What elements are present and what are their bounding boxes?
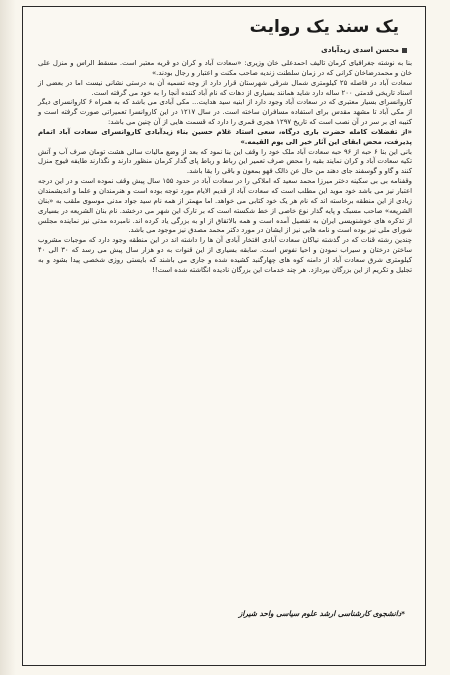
author-name: محسن اسدی زیدآبادی [321, 45, 399, 54]
article-body [38, 59, 412, 276]
paragraph-1: بنا به نوشته جغرافیای کرمان تالیف احمدعلی خان وزیری: «سعادت آباد و کران دو قریه معتبر است. مسقط الراس و منزل علی خان و محمدرضاخان کرانی که در زمان سلطنت زندیه صاحب مکنت و اعتبار و رجال بودند.» [38, 59, 412, 77]
author-signature: *دانشجوی کارشناسی ارشد علوم سیاسی واحد شیراز [238, 609, 405, 618]
paragraph-2: سعادت آباد در فاصله ۲۵ کیلومتری شمال شرقی شهرستان قرار دارد از وجه تسمیه آن به درستی نشانی نیست اما در بعضی از اسناد تاریخی قدمتی ۲۰۰ ساله دارد شاید همانند بسیاری از دهات که نام آباد کننده آنجا را به خود می گرفته است. [38, 78, 412, 97]
article-title: یک سند یک روایت [249, 17, 399, 37]
paragraph-7: چندین رشته قنات که در گذشته نیاکان سعادت آبادی افتخار آبادی آن ها را داشته اند در این منطقه وجود دارد که موجبات مشروب ساختن درختان و سیراب نمودن و احیا نفوس است. سابقه بسیاری از این قنوات به دو هزار سال پیش می رسد که ۳۰ الی ۴۰ کیلومتری شرق سعادت آباد از دامنه کوه های چهارگنبد کشیده شده و جاری می باشند که بایستی روزی شخصی پیدا بشود و به تجلیل و تکریم از این بزرگان بپردازد. هر چند خدمات این بزرگان نادیده انگاشته شده است!! [38, 236, 413, 274]
paragraph-5: بانی این بنا ۶ حبه از ۹۶ حبه سعادت آباد ملک خود را وقف این بنا نمود که بعد از وضع مالیات سالی هشت تومان صرف آب و آتش تکیه سعادت آباد و کران نمایند بقیه را محض صرف تعمیر این رباط و رباط پای گدار کرمان منظور دارند و نگذارند طایفه فیوج منزل کنند و گاو و گوسفند جای دهند من حال عن ذالک فهو بمعون و باقی را یقا باشد. [38, 147, 412, 176]
inscription-quote: «از تفضلات کامله حضرت باری درگاه، سعی استاد غلام حسین بناء زیدآبادی کاروانسرای سعادت آباد اتمام پذیرفت، محض ابقای این آثار خیر الی یوم القیمه.» [38, 127, 412, 146]
article-frame [22, 6, 426, 666]
page-fold-shadow [0, 0, 16, 675]
square-bullet-icon [402, 48, 407, 53]
paragraph-6: وقفنامه بی بی سکینه دختر میرزا محمد سعید که املاکی را در سعادت آباد در حدود ۱۵۵ سال پیش وقف نموده است و در این درجه اعتبار نیز می باشد خود موید این مطلب است که سعادت آباد از قدیم الایام مورد توجه بوده است و هنرمندان و علما و اندیشمندان زیادی از این منطقه برخاسته اند که نام هر یک خود کتابی می خواهد. اما مهمتر از همه نام سید جواد مدنی موسوی ملقب به «بنان الشریعه» صاحب مسبک و پایه گذار نوع خاصی از خط شکسته است که بر تارک این شهر می درخشد. نام بنان الشریعه در بسیاری از تذکره های خوشنویسی ایران به تفصیل آمده است و همه بالاتفاق از او به بزرگی یاد کرده اند. نامبرده مدتی نیز نماینده مجلس شورای ملی نیز بوده است و نامه هایی نیز از ایشان در مورد دکتر محمد مصدق نیز موجود می باشد. [38, 177, 412, 235]
paragraph-3: کاروانسرای بسیار معتبری که در سعادت آباد وجود دارد از ابنیه سید هدایت... مکی آبادی می باشد که به همراه ۶ کاروانسرای دیگر از مکی آباد تا مشهد مقدس برای استفاده مسافران ساخته است. در سال ۱۲۱۷ در این کاروانسرا تعمیراتی صورت گرفته است و کتیبه ای بر سر در آن نصب است که تاریخ ۱۲۹۷ هجری قمری را دارد که قسمت هایی از آن چنین می باشد: [38, 98, 412, 127]
author-line [321, 45, 407, 54]
